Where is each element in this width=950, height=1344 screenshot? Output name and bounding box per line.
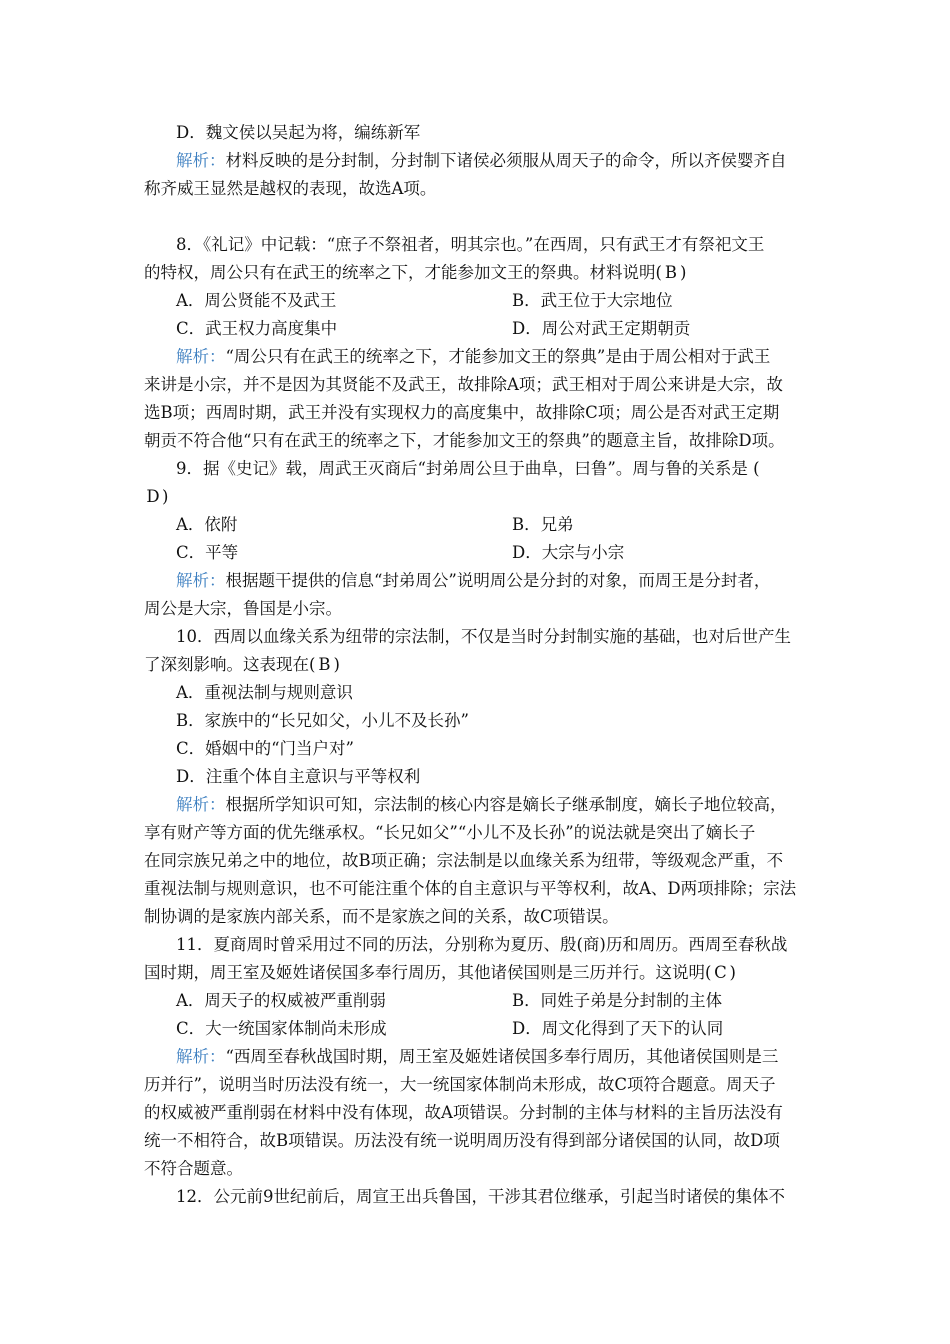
option-text: D．魏文侯以吴起为将，编练新军 [176, 123, 421, 142]
question-9-line [144, 487, 168, 507]
question-8-line [176, 235, 764, 255]
question-text: 8．《礼记》中记载：“庶子不祭祖者，明其宗也。”在西周，只有武王才有祭祀文王 [176, 235, 765, 254]
answer-letter: D [146, 487, 160, 506]
option-text: B．家族中的“长兄如父，小儿不及长孙” [176, 711, 469, 730]
option-text: B．武王位于大宗地位 [512, 291, 673, 310]
option-line [512, 319, 690, 339]
answer-close: ) [162, 487, 169, 506]
question-12-line [176, 1187, 785, 1207]
question-9-line [176, 459, 760, 479]
answer-close: ) [729, 963, 736, 982]
analysis-line [144, 403, 779, 423]
analysis-line [144, 1075, 776, 1095]
question-text: 的特权，周公只有在武王的统率之下，才能参加文王的祭典。材料说明( [144, 263, 662, 282]
analysis-tag: 解析： [176, 347, 226, 366]
option-text: A．周公贤能不及武王 [176, 291, 337, 310]
answer-close: ) [679, 263, 687, 282]
answer-letter: B [664, 263, 677, 282]
analysis-line [144, 907, 619, 927]
analysis-line [144, 431, 785, 451]
analysis-text: 根据所学知识可知，宗法制的核心内容是嫡长子继承制度，嫡长子地位较高， [225, 795, 787, 814]
analysis-line [144, 851, 783, 871]
analysis-line [176, 1047, 778, 1067]
question-11-line [144, 963, 736, 983]
analysis-line [144, 823, 755, 843]
answer-close: ) [333, 655, 340, 674]
analysis-line [144, 375, 783, 395]
option-text: B．同姓子弟是分封制的主体 [512, 991, 723, 1010]
question-text: 了深刻影响。这表现在( [144, 655, 316, 674]
answer-letter: B [318, 655, 331, 674]
option-text: A．周天子的权威被严重削弱 [176, 991, 386, 1010]
option-text: C．武王权力高度集中 [176, 319, 338, 338]
analysis-text: 材料反映的是分封制，分封制下诸侯必须服从周天子的命令，所以齐侯婴齐自 [225, 151, 787, 170]
analysis-text: 选B项；西周时期，武王并没有实现权力的高度集中，故排除C项；周公是否对武王定期 [144, 403, 780, 422]
option-line [176, 543, 238, 563]
answer-letter: C [714, 963, 727, 982]
option-line [176, 123, 420, 143]
question-text: 11．夏商周时曾采用过不同的历法，分别称为夏历、殷(商)历和周历。西周至春秋战 [176, 935, 788, 954]
analysis-line [176, 795, 787, 815]
analysis-line [144, 599, 342, 619]
question-10-line [176, 627, 791, 647]
option-line [176, 291, 336, 311]
option-line [512, 291, 673, 311]
option-line [512, 543, 624, 563]
analysis-text: “西周至春秋战国时期，周王室及姬姓诸侯国多奉行周历，其他诸侯国则是三 [225, 1047, 779, 1066]
option-line [176, 739, 354, 759]
option-text: A．依附 [176, 515, 238, 534]
analysis-text: 历并行”，说明当时历法没有统一，大一统国家体制尚未形成，故C项符合题意。周天子 [144, 1075, 776, 1094]
option-line [176, 767, 420, 787]
option-text: D．注重个体自主意识与平等权利 [176, 767, 421, 786]
analysis-tag: 解析： [176, 795, 226, 814]
analysis-line [144, 179, 436, 199]
analysis-text: 来讲是小宗，并不是因为其贤能不及武王，故排除A项；武王相对于周公来讲是大宗，故 [144, 375, 783, 394]
analysis-text: 的权威被严重削弱在材料中没有体现，故A项错误。分封制的主体与材料的主旨历法没有 [144, 1103, 783, 1122]
analysis-tag: 解析： [176, 571, 226, 590]
analysis-line [144, 1159, 243, 1179]
option-line [512, 1019, 723, 1039]
analysis-text: 在同宗族兄弟之中的地位，故B项正确；宗法制是以血缘关系为纽带，等级观念严重，不 [144, 851, 784, 870]
analysis-tag: 解析： [176, 1047, 226, 1066]
question-8-line [144, 263, 686, 283]
option-line [176, 711, 469, 731]
option-line [176, 683, 353, 703]
analysis-text: 享有财产等方面的优先继承权。“长兄如父”“小儿不及长孙”的说法就是突出了嫡长子 [144, 823, 756, 842]
option-text: C．婚姻中的“门当户对” [176, 739, 354, 758]
question-text: 10．西周以血缘关系为纽带的宗法制，不仅是当时分封制实施的基础，也对后世产生 [176, 627, 791, 646]
option-text: D．大宗与小宗 [512, 543, 625, 562]
analysis-line [176, 571, 770, 591]
analysis-text: 周公是大宗，鲁国是小宗。 [144, 599, 342, 618]
analysis-text: 制协调的是家族内部关系，而不是家族之间的关系，故C项错误。 [144, 907, 619, 926]
option-text: D．周公对武王定期朝贡 [512, 319, 691, 338]
analysis-text: 根据题干提供的信息“封弟周公”说明周公是分封的对象，而周王是分封者， [225, 571, 771, 590]
option-line [176, 515, 237, 535]
question-11-line [176, 935, 787, 955]
analysis-line [176, 347, 770, 367]
option-line [512, 515, 574, 535]
analysis-line [144, 879, 796, 899]
analysis-text: “周公只有在武王的统率之下，才能参加文王的祭典”是由于周公相对于武王 [225, 347, 771, 366]
option-text: C．大一统国家体制尚未形成 [176, 1019, 387, 1038]
question-text: 9．据《史记》载，周武王灭商后“封弟周公旦于曲阜，曰鲁”。周与鲁的关系是 ( [176, 459, 760, 478]
option-line [176, 319, 337, 339]
option-line [176, 1019, 387, 1039]
analysis-text: 重视法制与规则意识，也不可能注重个体的自主意识与平等权利，故A、D两项排除；宗法 [144, 879, 797, 898]
analysis-tag: 解析： [176, 151, 226, 170]
analysis-line [144, 1131, 780, 1151]
question-text: 12．公元前9世纪前后，周宣王出兵鲁国，干涉其君位继承，引起当时诸侯的集体不 [176, 1187, 785, 1206]
analysis-line [144, 1103, 783, 1123]
analysis-text: 称齐威王显然是越权的表现，故选A项。 [144, 179, 437, 198]
question-10-line [144, 655, 340, 675]
analysis-text: 不符合题意。 [144, 1159, 243, 1178]
option-line [512, 991, 722, 1011]
option-text: D．周文化得到了天下的认同 [512, 1019, 724, 1038]
option-text: A．重视法制与规则意识 [176, 683, 353, 702]
option-line [176, 991, 386, 1011]
analysis-text: 统一不相符合，故B项错误。历法没有统一说明周历没有得到部分诸侯国的认同，故D项 [144, 1131, 780, 1150]
question-text: 国时期，周王室及姬姓诸侯国多奉行周历，其他诸侯国则是三历并行。这说明( [144, 963, 712, 982]
option-text: C．平等 [176, 543, 239, 562]
analysis-line [176, 151, 787, 171]
analysis-text: 朝贡不符合他“只有在武王的统率之下，才能参加文王的祭典”的题意主旨，故排除D项。 [144, 431, 785, 450]
option-text: B．兄弟 [512, 515, 574, 534]
